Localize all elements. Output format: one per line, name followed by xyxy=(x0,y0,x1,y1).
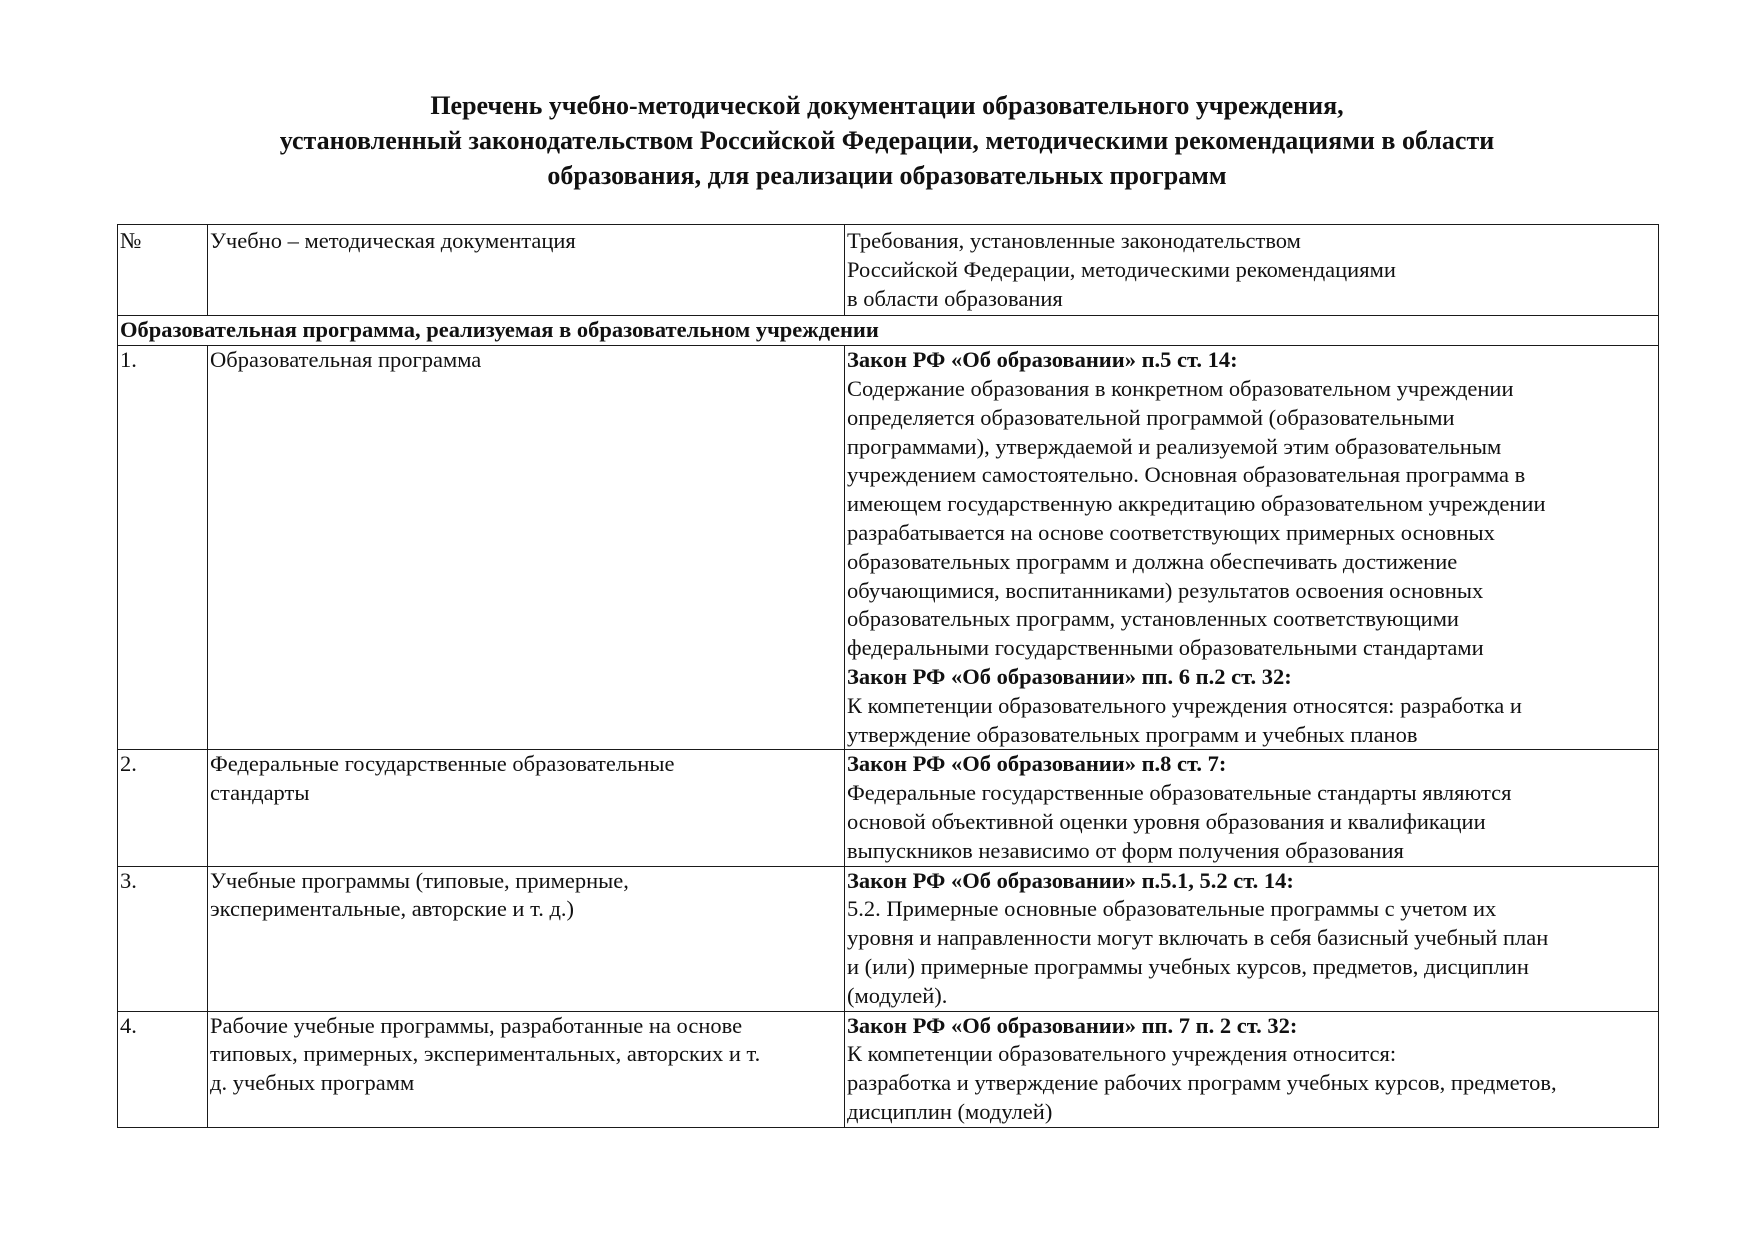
requirement-line: обучающимися, воспитанниками) результатов освоения основных xyxy=(847,577,1484,603)
row-requirements xyxy=(845,866,1659,1011)
table-row xyxy=(118,866,1659,1011)
row-requirements xyxy=(845,750,1659,866)
header-requirements-line: Российской Федерации, методическими рекомендациями xyxy=(847,256,1396,282)
requirement-line: определяется образовательной программой (образовательными xyxy=(847,404,1455,430)
header-requirements-line: в области образования xyxy=(847,285,1063,311)
table-rows xyxy=(118,346,1659,1128)
requirement-line: образовательных программ и должна обеспечивать достижение xyxy=(847,548,1458,574)
requirement-line: федеральными государственными образовательными стандартами xyxy=(847,635,1484,661)
row-number: 4. xyxy=(118,1011,208,1127)
header-requirements-line: Требования, установленные законодательством xyxy=(847,228,1301,253)
row-requirements xyxy=(845,346,1659,750)
law-reference: Закон РФ «Об образовании» п.8 ст. 7: xyxy=(847,751,1227,777)
title-line: образования, для реализации образовательных программ xyxy=(547,161,1227,190)
row-documentation xyxy=(208,346,845,750)
table-header-row xyxy=(118,225,1659,316)
law-reference: Закон РФ «Об образовании» пп. 6 п.2 ст. 32: xyxy=(847,663,1292,689)
requirement-line: 5.2. Примерные основные образовательные программы с учетом их xyxy=(847,896,1497,922)
requirement-line: основой объективной оценки уровня образования и квалификации xyxy=(847,808,1486,834)
header-requirements xyxy=(845,225,1659,316)
law-reference: Закон РФ «Об образовании» п.5 ст. 14: xyxy=(847,347,1238,373)
requirement-line: учреждением самостоятельно. Основная образовательная программа в xyxy=(847,462,1526,488)
requirement-line: и (или) примерные программы учебных курсов, предметов, дисциплин xyxy=(847,953,1529,979)
table-row xyxy=(118,346,1659,750)
row-documentation xyxy=(208,750,845,866)
requirement-line: выпускников независимо от форм получения образования xyxy=(847,837,1404,863)
table-row xyxy=(118,1011,1659,1127)
section-title: Образовательная программа, реализуемая в образовательном учреждении xyxy=(118,316,1659,346)
header-documentation: Учебно – методическая документация xyxy=(208,225,845,316)
documentation-line: типовых, примерных, экспериментальных, авторских и т. xyxy=(210,1041,761,1067)
requirement-line: разработка и утверждение рабочих программ учебных курсов, предметов, xyxy=(847,1070,1557,1096)
documentation-line: Рабочие учебные программы, разработанные на основе xyxy=(210,1012,743,1038)
law-reference: Закон РФ «Об образовании» пп. 7 п. 2 ст. 32: xyxy=(847,1012,1298,1038)
table-row xyxy=(118,750,1659,866)
documentation-table xyxy=(117,224,1659,1128)
row-documentation xyxy=(208,866,845,1011)
requirement-line: К компетенции образовательного учреждения относятся: разработка и xyxy=(847,692,1522,718)
law-reference: Закон РФ «Об образовании» п.5.1, 5.2 ст. 14: xyxy=(847,867,1294,893)
requirement-line: Федеральные государственные образовательные стандарты являются xyxy=(847,780,1512,806)
documentation-line: д. учебных программ xyxy=(210,1070,415,1096)
section-row xyxy=(118,316,1659,346)
page-title xyxy=(117,88,1657,193)
requirement-line: утверждение образовательных программ и учебных планов xyxy=(847,721,1418,747)
requirement-line: разрабатывается на основе соответствующих примерных основных xyxy=(847,519,1495,545)
title-line: Перечень учебно-методической документации образовательного учреждения, xyxy=(430,91,1344,120)
requirement-line: имеющем государственную аккредитацию образовательном учреждении xyxy=(847,491,1546,517)
row-number: 1. xyxy=(118,346,208,750)
documentation-line: Образовательная программа xyxy=(210,347,482,373)
requirement-line: К компетенции образовательного учреждения относится: xyxy=(847,1041,1397,1067)
documentation-line: экспериментальные, авторские и т. д.) xyxy=(210,896,575,922)
requirement-line: (модулей). xyxy=(847,982,948,1008)
row-documentation xyxy=(208,1011,845,1127)
documentation-line: стандарты xyxy=(210,780,310,806)
documentation-line: Учебные программы (типовые, примерные, xyxy=(210,867,629,893)
row-requirements xyxy=(845,1011,1659,1127)
requirement-line: программами), утверждаемой и реализуемой этим образовательным xyxy=(847,433,1502,459)
requirement-line: Содержание образования в конкретном образовательном учреждении xyxy=(847,375,1514,401)
title-line: установленный законодательством Российской Федерации, методическими рекомендациями в области xyxy=(279,126,1495,155)
row-number: 2. xyxy=(118,750,208,866)
header-number: № xyxy=(118,225,208,316)
requirement-line: образовательных программ, установленных соответствующими xyxy=(847,606,1459,632)
row-number: 3. xyxy=(118,866,208,1011)
requirement-line: уровня и направленности могут включать в себя базисный учебный план xyxy=(847,925,1549,951)
documentation-line: Федеральные государственные образовательные xyxy=(210,751,675,777)
requirement-line: дисциплин (модулей) xyxy=(847,1098,1053,1124)
